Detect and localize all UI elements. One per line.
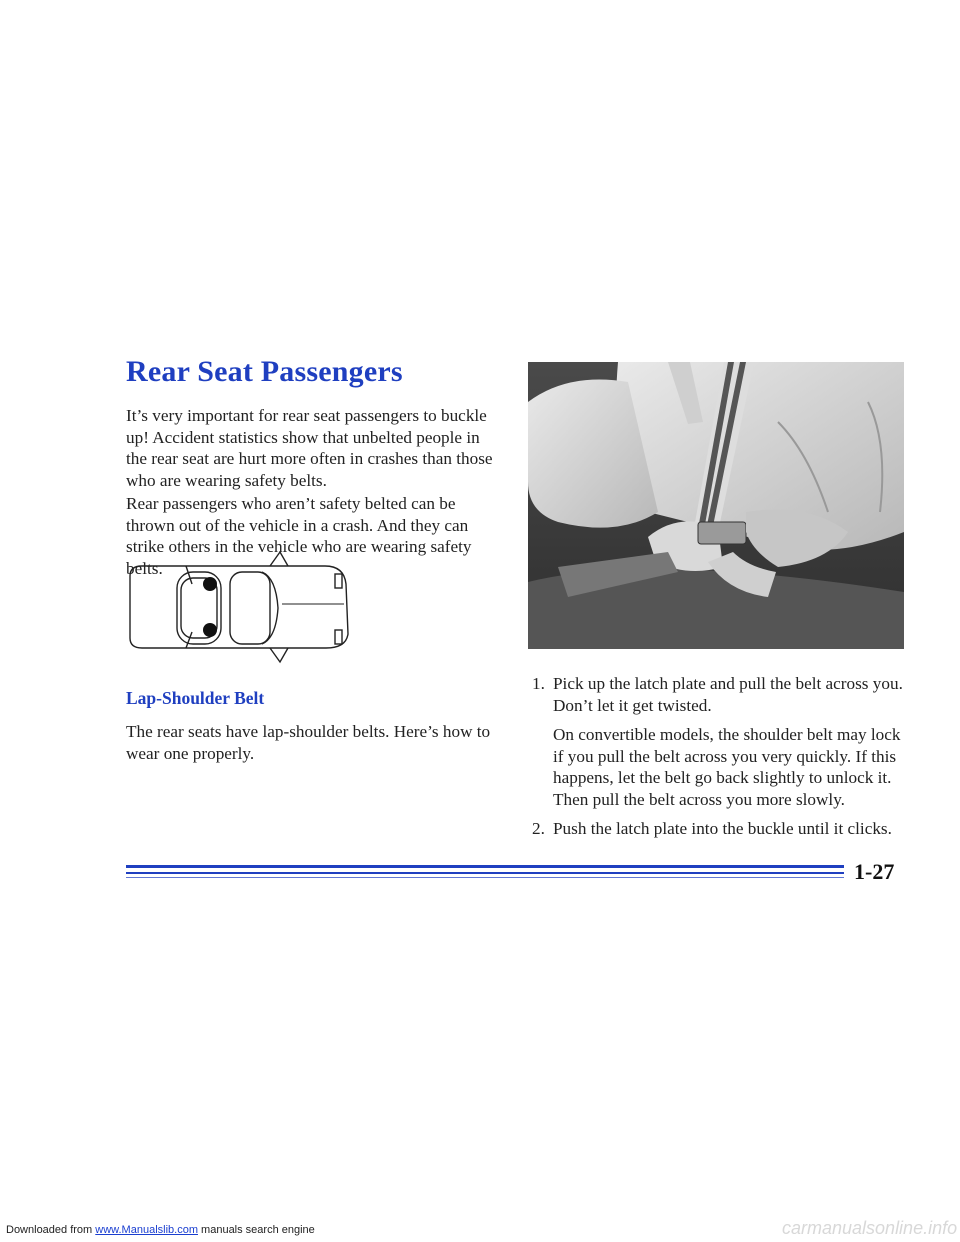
step-2 [528,818,908,840]
lap-shoulder-paragraph: The rear seats have lap-shoulder belts. Here’s how to wear one properly. [126,722,491,763]
step-number: 1. [532,674,545,693]
thrown-out-paragraph: Rear passengers who aren’t safety belted can be thrown out of the vehicle in a crash. And they can strike others in the vehicle who are wearing safety belts. [126,494,472,578]
step-note: On convertible models, the shoulder belt may lock if you pull the belt across you very quickly. If this happens, let the belt go back slightly to unlock it. Then pull the belt across you more slowly. [553,725,901,809]
buckling-belt-illustration [528,362,904,649]
footer-rule [126,877,844,878]
manualslib-link[interactable]: www.Manualslib.com [95,1224,198,1236]
footer-rule [126,872,844,874]
page-number: 1-27 [854,859,895,884]
download-suffix: manuals search engine [201,1224,315,1236]
buckling-steps [528,673,908,848]
rear-seat-position-diagram [120,548,354,664]
download-prefix: Downloaded from [6,1224,93,1236]
footer-rule [126,865,844,868]
download-footer [6,1224,315,1236]
step-text: Pick up the latch plate and pull the belt across you. Don’t let it get twisted. [553,674,903,715]
step-1 [528,673,908,810]
step-number: 2. [532,819,545,838]
step-text: Push the latch plate into the buckle until it clicks. [553,819,892,838]
subsection-title: Lap-Shoulder Belt [126,688,265,708]
intro-paragraph: It’s very important for rear seat passengers to buckle up! Accident statistics show that unbelted people in the rear seat are hurt more often in crashes than those who are wearing safety belts. [126,406,493,490]
section-title: Rear Seat Passengers [126,355,403,388]
watermark: carmanualsonline.info [782,1218,958,1238]
